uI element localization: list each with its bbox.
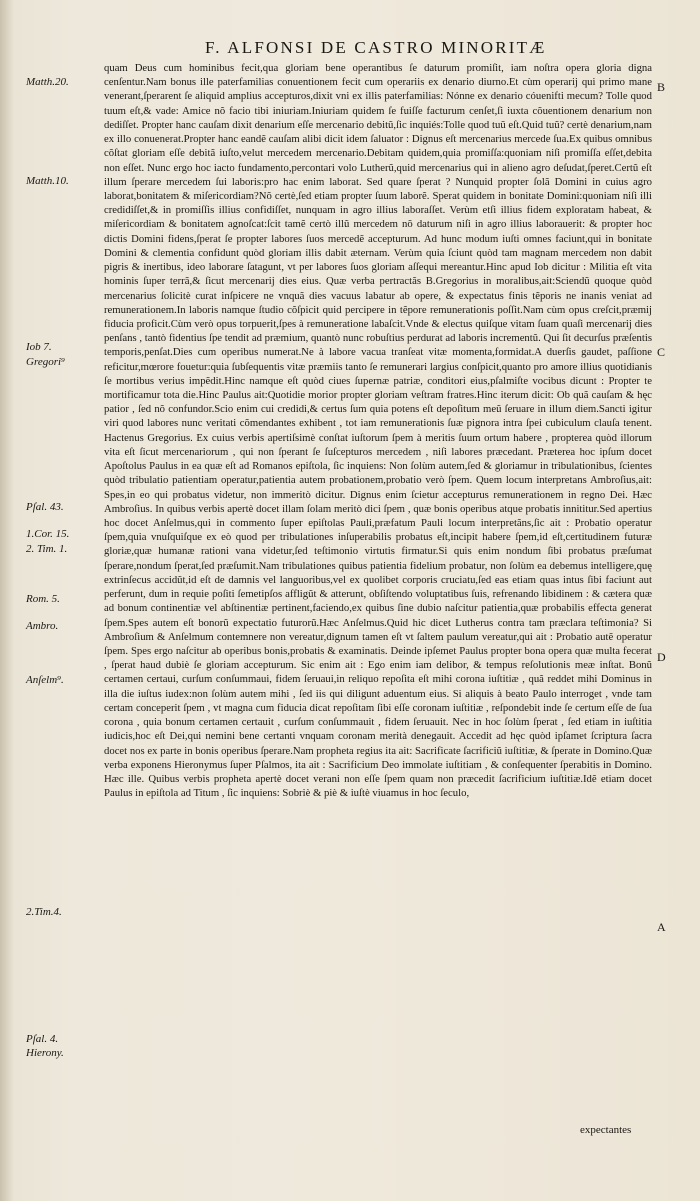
margin-note-psal-43: Pſal. 43.	[26, 501, 64, 513]
margin-note-psal-4: Pſal. 4.	[26, 1033, 59, 1045]
catchword: expectantes	[580, 1124, 632, 1136]
margin-note-2-tim-4: 2.Tim.4.	[26, 906, 62, 918]
margin-note-ambrosius: Ambro.	[26, 620, 59, 632]
margin-note-2-tim-1: 2. Tim. 1.	[26, 543, 68, 555]
section-letter-a: A	[657, 920, 666, 934]
running-header: F. ALFONSI DE CASTRO MINORITÆ	[205, 38, 547, 57]
page-gutter-shadow	[0, 0, 14, 1201]
section-letter-c: C	[657, 345, 666, 359]
section-letter-d: D	[657, 650, 666, 664]
section-letter-b: B	[657, 80, 666, 94]
margin-note-anselmus: Anſelm⁹.	[26, 674, 64, 686]
margin-note-matth-20: Matth.20.	[26, 76, 69, 88]
main-text-block: quam Deus cum hominibus fecit,qua gloriam bene operantibus ſe daturum promiſit, iam noſtra opera gloria digna cenſentur.Nam bonus ille paterfamilias conuentionem fecit cum operariis ex denario diurno.Et cùm operarij qui primo mane venerant,ſperarent ſe aliquid amplius accepturos,dixit vni ex illis paterfamilias: Nónne ex denario cóuenifti mecum? Tolle quod tuum eſt,& vade: Amice nõ facio tibi iniuriam.Iniuriam quidem ſe fuiſſe facturum cenſet,ſi iuxta cõuentionem denarium non dediſſet. Propter hanc cauſam dixit denarium eſſe mercenario debitũ,ſic inquiés:Tolle quod tuũ eſt.Quid tuũ? certè denarium,nam ex illo conuenerat.Propter hanc eandẽ cauſam alibi dicit idem ſaluator : Dignus eſt mercenarius mercede ſua.Ex quibus omnibus cõſtat gloriam eſſe debitã iuſto,velut mercedem mercenario.Debitam quidem,quia promiſſa:quoniam niſi promiſſa eſſet,debita non eſſet. Nunc ergo hoc iacto fundamento,percontari volo Lutherũ,quid mercenarius qui in alieno agro deſudat,ſperet.Certũ eſt illum ſperare mercedem ſui laboris:pro hac enim laborat. Sed quare ſperat ? Nunquid propter ſolã Domini in cuius agro laborat,bonitatem & miſericordiam?Nõ certè,ſed etiam propter ſuum laborẽ. Sperat quidem in bonitate Domini:quoniam niſi illi credidiſſet,& in promiſſis illius confidiſſet, nunquam in agro illius laboraſſet. Verùm etſi illius fidem exploratam habeat, & miſericordiam & bonitatem agnoſcat:ſcit tamẽ certò illũ mercedem nõ daturum niſi in agro illius laborauerit: & propter hoc dictis Domini fidens,ſperat ſe propter labores ſuos mercedẽ accepturum. Ad hunc modum iuſti omnes faciunt,qui in bonitate Domini & clementia confidunt quòd gloriam illis dabit æternam. Verùm quia ſciunt quòd tam magnam mercedem non dabit pigris & inertibus, ideo laborare ſatagunt, vt per labores ſuos gloriam aſſequi mereantur.Hinc apud Iob dicitur : Militia eſt vita hominis ſuper terrã,& ſicut mercenarij dies eius. Quæ verba pertractãs B.Gregorius in moralibus,ait:Sciendũ quoque quòd mercenarius ſolicitè curat inſpicere ne vnquã dies vacuus labatur ab opere, & expectatus finis tẽporis ne inanis veniat ad remunerationem.In laboris namque ſtudio cõſpicit quid percipere in tẽpore remunerationis poſſit.Nam cùm opus creſcit,præmij fiducia proficit.Cùm verò opus torpuerit,ſpes à remuneratione labaſcit.Vnde & electus quiſque vitam ſuam quaſi mercenarij dies penſans , tantò fidentius ſpe tendit ad præmium, quantò nunc robuſtius perdurat ad laboris incrementũ. Qui ſit decurſus præſentis temporis,penſat.Dies cum operibus numerat.Ne à labore vacua tranſeat vitæ momenta,formidat.A duerſis gaudet, paſſione reficitur,mœrore fouetur:quia ſubſequentis vitæ præmiis tanto ſe remunerari largius conſpicit,quanto pro amore illius quotidianis ſe mortibus verius impẽdit.Hinc namque eſt quòd ciues ſupernæ patriæ, conditori eius,pſalmiſte vocibus dicunt : Propter te mortificamur tota die.Hinc Paulus ait:Quotidie morior propter gloriam veſtram fratres.Hinc iterum dicit: Ob quã cauſam & hęc patior , ſed nõ confundor.Scio enim cui credidi,& certus ſum quia potens eſt depoſitum meũ ſeruare in illum diem.Sancti igitur viri quod labores nunc veritati cõmendantes exhibent , tot iam remunerationis ſuæ pignora intra ſpei cubiculum clauſa tenent. Hactenus Gregorius. Ex cuius verbis apertiſsimè conſtat iuſtorum ſpem à meritis ſuum ortum habere , propterea quòd illorum vita eſt ſicut mercenariorum , qui non ſperant ſe ſuſcepturos mercedem , niſi labores præcedant. Præterea hoc ipſum docet Apoſtolus Paulus in ea quæ eſt ad Romanos epiſtola, ſic inquiens: Non ſolùm autem,ſed & gloriamur in tribulationibus, ſcientes quòd tribulatio patientiam operatur,patientia autem probationem,probatio verò ſpem. Quem locum interpretans Ambroſius,ait: Spes,in eo qui probatus videtur, non immeritò dicitur. Dignus enim ſcietur accepturus remunerationem in regno Dei. Hæc Ambroſius. In quibus verbis apertè docet illam ſolam meritò dici ſpem , quæ bonis operibus atque probatis innititur.Sed apertius hoc docet Anſelmus,qui in commento ſuper epiſtolas Pauli,præfatum Pauli locum interpretãns,ſic ait : Probatio operatur ſpem,quia vnuſquiſque ex eò quod per tribulationes inſuperabilis probatus eſt,incipit habere ſpem,id eſt,certitudinem futuræ gloriæ,quæ humanæ rationi vana videtur,ſed teſtimonio virtutis firmatur.Si quis enim nondum ſibi probatus præſumat ſperare,nondum ſperat,ſed præſumit.Nam tribulationes quibus patientia fidelium probatur, non ſolùm ea debemus intelligere,quę extrinſecus accidũt,id eſt de damnis vel languoribus,vel ex quolibet corporis cruciatu,ſed eas etiam quas intus ſibi faciunt aut perferunt, dum in requie poſiti ſemetipſos affligũt & atterunt, obſiſtendo voluptatibus ſuis, refrenando libidinem : & cætera quæ ad bonum continentiæ vel abſtinentiæ pertinent,faciendo,ex quibus ſine dubio naſcitur patientia,quæ probabilis effecta generat ſpem.Spes autem eſt bonorũ expectatio futurorũ.Hæc Anſelmus.Quid hic dicet Lutherus contra tam præclara teſtimonia? Si Ambroſium & Anſelmum contemnere non vereatur,dignum tamen eſt vt ſaltem paulum vereatur,qui ait : Probatio autẽ operatur ſpem. Spes ergo naſcitur ab operibus bonis,probatis & examinatis. Deinde ipſemet Paulus propter bona opera quæ multa fecerat , ſperat haud dubiè ſe gloriam accepturum. Sic enim ait : Ego enim iam delibor, & tempus reſolutionis meæ inſtat. Bonũ certamen certaui, curſum conſummaui, fidem ſeruaui,in reliquo repoſita eſt mihi corona iuſtitiæ , quã reddet mihi Dominus in illa die iuſtus iudex:non ſolùm autem mihi , ſed iis qui diligunt aduentum eius. Si aliquis à beato Paulo interroget , vnde tam certam conceperit ſpem , vt magna cum fiducia dicat repoſitam ſibi eſſe coronam iuſtitiæ , reſpondebit inde ſe certum eſſe de ſua corona , quia bonum certamen certauit , curſum conſummauit , fidem ſeruauit. Nec in hoc ſolùm ſperat , ſed etiam in iuſtitia iudicis,hoc eſt Dei,qui nemini bene certanti vnquam coronam merità denegauit. Accedit ad hęc quòd ipſamet ſcriptura ſacra docet nos ex parte in bonis operibus ſperare.Nam propheta regius ita ait: Sacrificate ſacrificiũ iuſtitiæ, & ſperate in Domino.Quæ verba exponens Hieronymus ſuper Pſalmos, ita ait : Sacrificium Deo immolate iuſtitiam , & conſequenter ſperabitis in Domino. Hæc ille. Quibus verbis propheta apertè docet verani non eſſe ſpem quam non præcedit ſacrificium iuſtitiæ.Idẽ etiam docet Paulus in epiſtola ad Titum , ſic inquiens: Sobriè & piè & iuſtè viuamus in hoc ſeculo,	[104, 62, 652, 800]
margin-note-iob-7: Iob 7.	[26, 341, 52, 353]
margin-note-gregorius: Gregori⁹	[26, 356, 65, 368]
margin-note-hieronymus: Hierony.	[26, 1047, 64, 1059]
margin-note-1-cor-15: 1.Cor. 15.	[26, 528, 70, 540]
margin-note-rom-5: Rom. 5.	[26, 593, 60, 605]
margin-note-matth-10: Matth.10.	[26, 175, 69, 187]
